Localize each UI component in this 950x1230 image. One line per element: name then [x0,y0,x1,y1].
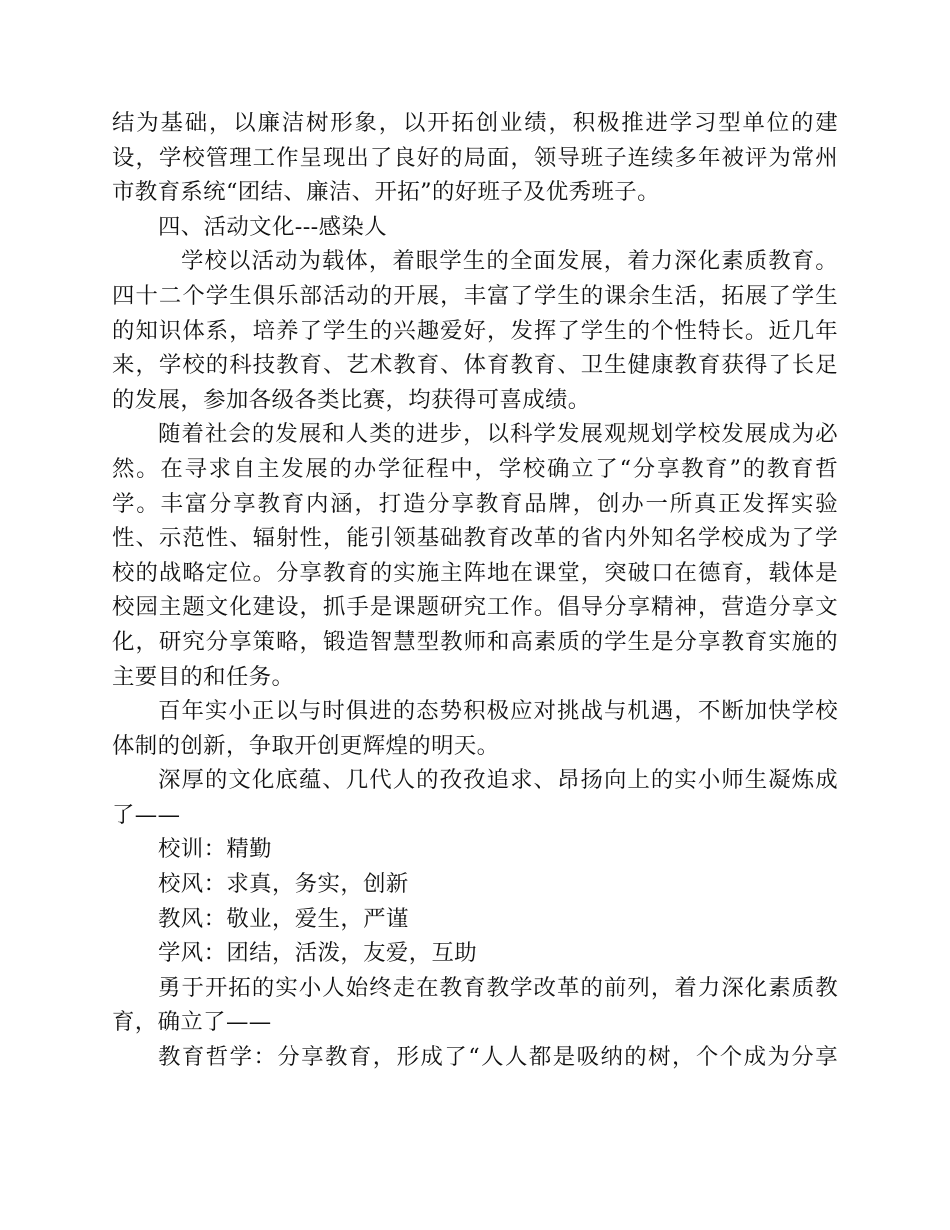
motto-line: 教风：敬业，爱生，严谨 [158,905,409,932]
text-line: 市教育系统“团结、廉洁、开拓”的好班子及优秀班子。 [112,179,660,206]
motto-line: 校训：精勤 [158,836,272,863]
motto-line: 校风：求真，务实，创新 [158,871,409,898]
text-line: 随着社会的发展和人类的进步，以科学发展观规划学校发展成为必 [158,421,838,448]
document-body [112,106,838,1075]
text-line: 教育哲学：分享教育，形成了“人人都是吸纳的树，个个成为分享 [158,1044,838,1071]
text-line: 学。丰富分享教育内涵，打造分享教育品牌，创办一所真正发挥实验 [112,490,838,517]
motto-line: 学风：团结，活泼，友爱，互助 [158,940,478,967]
text-line: 设，学校管理工作呈现出了良好的局面，领导班子连续多年被评为常州 [112,144,838,171]
text-line: 深厚的文化底蕴、几代人的孜孜追求、昂扬向上的实小师生凝炼成 [158,767,838,794]
text-line: 了—— [112,801,181,828]
text-line: 体制的创新，争取开创更辉煌的明天。 [112,732,500,759]
text-line: 然。在寻求自主发展的办学征程中，学校确立了“分享教育”的教育哲 [112,455,838,482]
text-line: 校园主题文化建设，抓手是课题研究工作。倡导分享精神，营造分享文 [112,594,838,621]
text-line: 学校以活动为载体，着眼学生的全面发展，着力深化素质教育。 [181,248,838,275]
text-line: 结为基础，以廉洁树形象，以开拓创业绩，积极推进学习型单位的建 [112,110,838,136]
text-line: 性、示范性、辐射性，能引领基础教育改革的省内外知名学校成为了学 [112,525,838,552]
text-line: 的发展，参加各级各类比赛，均获得可喜成绩。 [112,386,591,413]
text-line: 百年实小正以与时俱进的态势积极应对挑战与机遇，不断加快学校 [158,698,838,725]
text-line: 化，研究分享策略，锻造智慧型教师和高素质的学生是分享教育实施的 [112,628,838,655]
text-line: 校的战略定位。分享教育的实施主阵地在课堂，突破口在德育，载体是 [112,559,838,586]
text-line: 主要目的和任务。 [112,663,295,690]
text-line: 的知识体系，培养了学生的兴趣爱好，发挥了学生的个性特长。近几年 [112,317,838,344]
text-line: 来，学校的科技教育、艺术教育、体育教育、卫生健康教育获得了长足 [112,352,838,379]
section-heading: 四、活动文化---感染人 [158,213,388,240]
text-line: 勇于开拓的实小人始终走在教育教学改革的前列，着力深化素质教 [158,974,838,1001]
text-line: 四十二个学生俱乐部活动的开展，丰富了学生的课余生活，拓展了学生 [112,282,838,309]
text-line: 育，确立了—— [112,1009,272,1036]
